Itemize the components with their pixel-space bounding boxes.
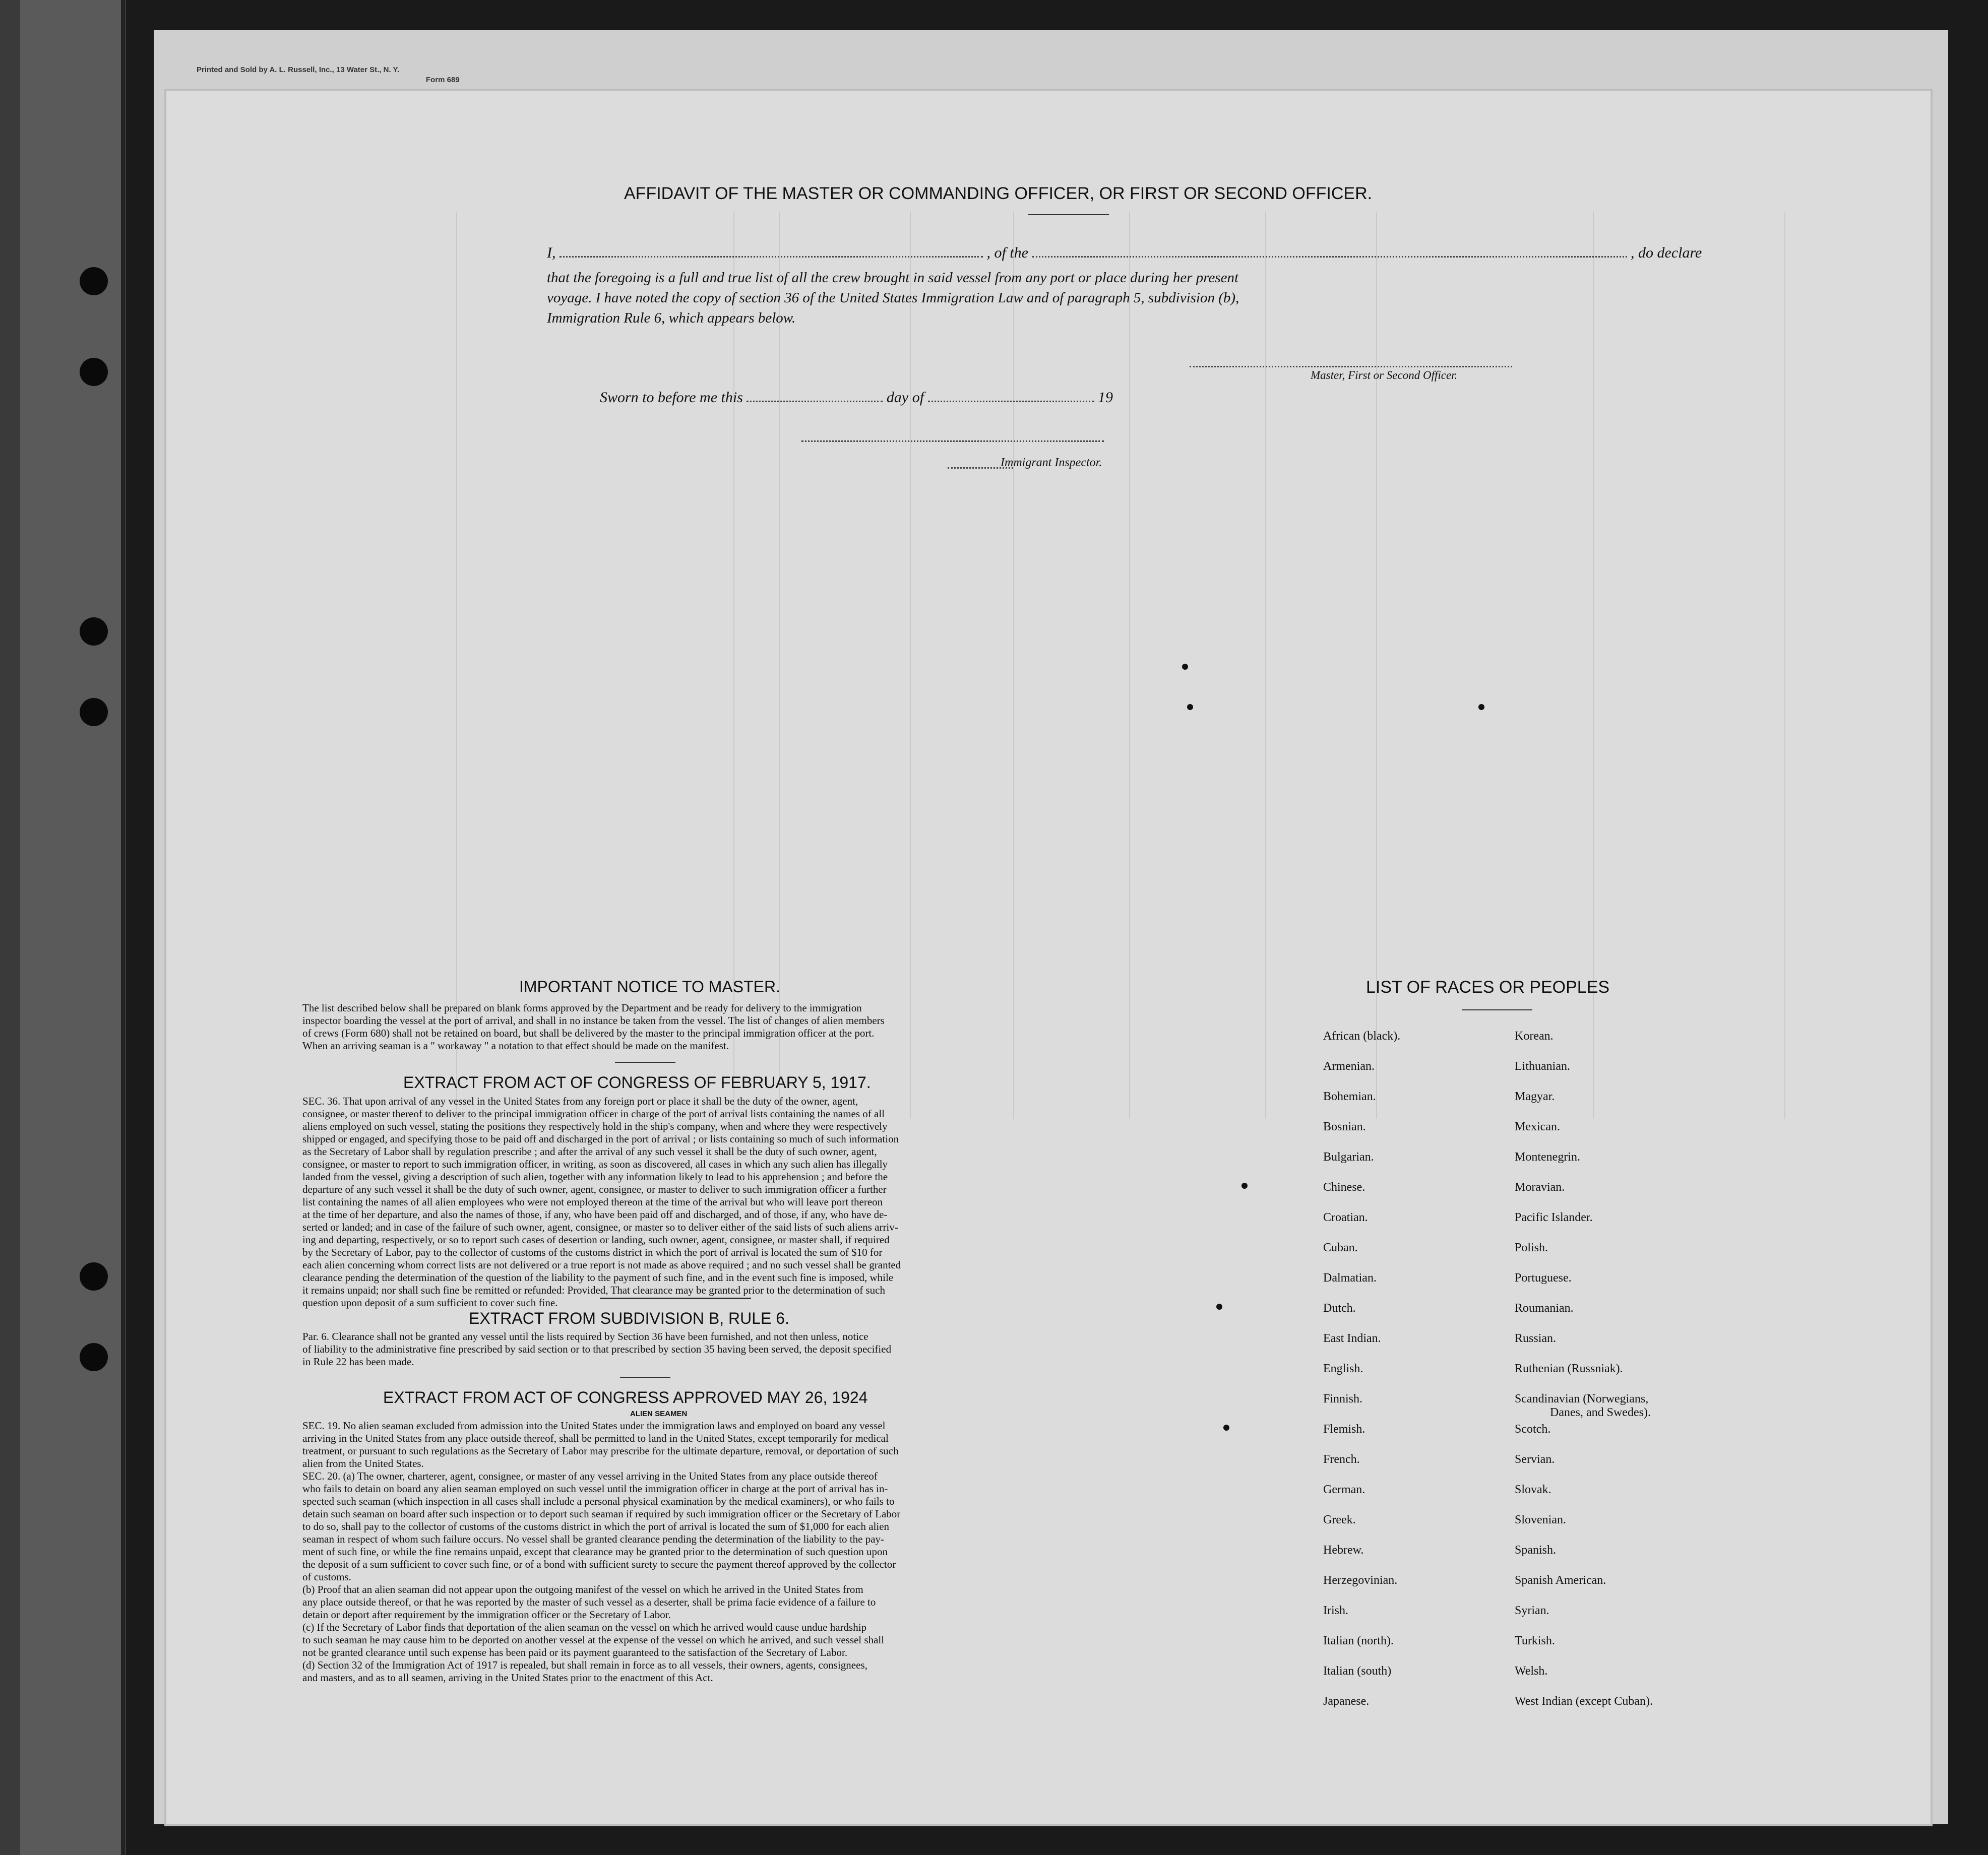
bleed-through-rule [1784,212,1785,1119]
race-item: Japanese. [1323,1695,1370,1708]
text-line: detain such seaman on board after such inspection or to deport such seaman if required by such immigration officer or the Secretary of Labor [302,1508,901,1520]
race-item: Moravian. [1515,1181,1565,1194]
text-line: of liability to the administrative fine prescribed by said section or to that prescribed by section 35 having been served, the deposit specified [302,1343,892,1355]
inspector-caption: Immigrant Inspector. [1001,456,1102,469]
text-line: aliens employed on such vessel, stating the positions they respectively hold in the ship's company, when and where they were respectively [302,1120,888,1132]
text-line: alien from the United States. [302,1457,424,1469]
race-item: Mexican. [1515,1120,1560,1133]
text-line: to such seaman he may cause him to be deported on another vessel at the expense of the vessel on which he arrived, and such vessel shall [302,1634,885,1646]
text-line: clearance pending the determination of the question of the liability to the payment of such fine, and in the event such fine is imposed, while [302,1271,894,1284]
text-line: The list described below shall be prepared on blank forms approved by the Department and be ready for delivery to the immigration [302,1002,862,1014]
race-item: Roumanian. [1515,1302,1574,1315]
race-item: Finnish. [1323,1392,1363,1405]
race-item-continuation: Danes, and Swedes). [1550,1406,1651,1419]
race-item: West Indian (except Cuban). [1515,1695,1653,1708]
text-line: SEC. 36. That upon arrival of any vessel in the United States from any foreign port or place it shall be the duty of the owner, agent, [302,1095,858,1107]
heading-rule [1028,214,1109,215]
extract-rule6-heading: EXTRACT FROM SUBDIVISION B, RULE 6. [469,1309,789,1327]
text-line: Par. 6. Clearance shall not be granted any vessel until the lists required by Section 36 have been furnished, and not then unless, notice [302,1330,868,1342]
race-item: Scandinavian (Norwegians, [1515,1392,1649,1405]
race-item: Hebrew. [1323,1544,1364,1557]
i-label: I, [547,244,556,261]
race-item: French. [1323,1453,1360,1466]
race-item: Polish. [1515,1241,1548,1254]
extract-1917-text [302,1095,1059,1309]
text-line: of customs. [302,1571,351,1583]
ink-speck [1187,704,1193,710]
extract-1924-subheading: ALIEN SEAMEN [630,1410,688,1418]
declare-label: , do declare [1631,244,1702,261]
text-line: treatment, or pursuant to such regulations as the Secretary of Labor may prescribe for the ultimate departure, removal, or deportation of such [302,1445,899,1457]
race-item: East Indian. [1323,1332,1381,1345]
notice-heading: IMPORTANT NOTICE TO MASTER. [519,978,780,996]
vessel-blank[interactable] [1032,255,1627,258]
affidavit-body-1: that the foregoing is a full and true list of all the crew brought in said vessel from any port or place during her present [547,270,1239,286]
sworn-label: Sworn to before me this [600,389,743,406]
name-blank[interactable] [560,255,983,258]
race-item: Turkish. [1515,1634,1555,1647]
text-line: it remains unpaid; nor shall such fine be remitted or refunded: Provided, That clearance may be granted prior to the determination of such [302,1284,885,1296]
race-item: Russian. [1515,1332,1557,1345]
text-line: as the Secretary of Labor shall by regulation prescribe ; and after the arrival of any such vessel it shall be the duty of such owner, agent, [302,1145,877,1158]
text-line: (d) Section 32 of the Immigration Act of 1917 is repealed, but shall remain in force as to all vessels, their owners, agents, consignees, [302,1659,867,1671]
inspector-signature-top-blank[interactable] [801,440,1104,442]
race-item: Bosnian. [1323,1120,1366,1133]
section-rule [620,1377,670,1378]
form-number: Form 689 [426,76,460,84]
race-item: Montenegrin. [1515,1150,1580,1164]
race-item: Irish. [1323,1604,1348,1617]
ink-speck [1478,704,1484,710]
year-prefix: 19 [1098,389,1113,406]
text-line: spected such seaman (which inspection in all cases shall include a personal physical examination by the medical examiners), or who fails to [302,1495,895,1507]
race-item: Scotch. [1515,1423,1551,1436]
race-item: Slovenian. [1515,1513,1566,1526]
bleed-through-rule [1013,212,1014,1119]
bleed-through-rule [910,212,911,1119]
ink-speck [1223,1425,1229,1431]
text-line: (c) If the Secretary of Labor finds that deportation of the alien seaman on the vessel on which he arrived would cause undue hardship [302,1621,867,1633]
text-line: the deposit of a sum sufficient to cover such fine, or of a bond with sufficient surety to secure the payment thereof approved by the collector [302,1558,896,1570]
text-line: serted or landed; and in case of the failure of such owner, agent, consignee, or master so to deliver either of the said lists of such aliens arriv- [302,1221,898,1233]
race-item: African (black). [1323,1030,1401,1043]
race-item: Dutch. [1323,1302,1356,1315]
text-line: list containing the names of all alien employees who were not employed thereon at the time of the arrival but who will leave port thereon [302,1196,883,1208]
master-signature-blank[interactable] [1190,365,1512,367]
race-item: Portuguese. [1515,1271,1572,1285]
binder-hole [80,267,108,295]
text-line: ment of such fine, or while the fine remains unpaid, except that clearance may be granted prior to the determination of such question upon [302,1546,888,1558]
text-line: arriving in the United States from any place outside thereof, shall be permitted to land in the United States, except temporarily for medical [302,1432,889,1444]
text-line: SEC. 19. No alien seaman excluded from admission into the United States under the immigration laws and employed on board any vessel [302,1420,886,1432]
text-line: question upon deposit of a sum sufficient to cover such fine. [302,1297,558,1309]
text-line: departure of any such vessel it shall be the duty of such owner, agent, consignee, or master to deliver to such immigration officer a further [302,1183,887,1195]
text-line: landed from the vessel, giving a description of such alien, together with any information likely to lead to his apprehension ; and before the [302,1171,888,1183]
section-rule [615,1062,675,1063]
text-line: shipped or engaged, and specifying those to be paid off and discharged in the port of arrival ; or lists containing so much of such information [302,1133,899,1145]
race-item: Servian. [1515,1453,1555,1466]
race-item: Syrian. [1515,1604,1549,1617]
binder-hole [80,1262,108,1291]
race-item: Greek. [1323,1513,1356,1526]
race-item: Spanish. [1515,1544,1557,1557]
affidavit-body-3: Immigration Rule 6, which appears below. [547,310,796,326]
of-the-label: , of the [986,244,1028,261]
race-item: Slovak. [1515,1483,1551,1496]
race-item: Pacific Islander. [1515,1211,1593,1224]
bleed-through-rule [1265,212,1266,1119]
text-line: and masters, and as to all seamen, arriving in the United States prior to the enactment of this Act. [302,1672,713,1684]
ink-speck [1216,1304,1222,1310]
binder-hole [80,617,108,646]
race-item: Bohemian. [1323,1090,1376,1103]
text-line: SEC. 20. (a) The owner, charterer, agent, consignee, or master of any vessel arriving in the United States from any place outside thereof [302,1470,878,1482]
bleed-through-rule [1129,212,1130,1119]
text-line: detain or deport after requirement by the immigration officer or the Secretary of Labor. [302,1609,671,1621]
affidavit-body-2: voyage. I have noted the copy of section 36 of the United States Immigration Law and of paragraph 5, subdivision (b), [547,290,1239,306]
text-line: in Rule 22 has been made. [302,1356,414,1368]
affidavit-heading: AFFIDAVIT OF THE MASTER OR COMMANDING OFFICER, OR FIRST OR SECOND OFFICER. [624,184,1373,203]
extract-1924-heading: EXTRACT FROM ACT OF CONGRESS APPROVED MAY 26, 1924 [383,1388,868,1406]
race-item: English. [1323,1362,1363,1375]
text-line: inspector boarding the vessel at the port of arrival, and shall in no instance be taken from the vessel. The list of changes of alien members [302,1014,885,1027]
printer-line: Printed and Sold by A. L. Russell, Inc., 13 Water St., N. Y. [197,66,400,74]
extract-rule6-text [302,1330,1059,1368]
race-item: Magyar. [1515,1090,1555,1103]
races-heading: LIST OF RACES OR PEOPLES [1366,978,1610,997]
race-item: German. [1323,1483,1365,1496]
sworn-month-blank[interactable] [928,400,1094,402]
section-rule [1462,1009,1532,1010]
affidavit-i-line [547,244,1702,262]
bleed-through-rule [456,212,457,1119]
text-line: at the time of her departure, and also the names of those, if any, who have been paid off and discharged, and of those, if any, who have de- [302,1208,888,1221]
race-item: Italian (north). [1323,1634,1394,1647]
notice-text [302,1002,1059,1052]
binder-hole [80,698,108,726]
day-of-label: day of [886,389,924,406]
race-item: Cuban. [1323,1241,1358,1254]
race-item: Flemish. [1323,1423,1365,1436]
race-item: Armenian. [1323,1060,1375,1073]
binding-edge [0,0,126,1855]
race-item: Bulgarian. [1323,1150,1374,1164]
race-item: Croatian. [1323,1211,1368,1224]
race-item: Spanish American. [1515,1574,1606,1587]
ink-speck [1182,664,1188,670]
text-line: of crews (Form 680) shall not be retained on board, but shall be delivered by the master to the principal immigration officer at the port. [302,1027,875,1039]
ink-speck [1241,1183,1248,1189]
extract-1924-text [302,1420,1059,1684]
race-item: Ruthenian (Russniak). [1515,1362,1623,1375]
section-rule [600,1298,751,1299]
race-item: Welsh. [1515,1665,1548,1678]
text-line: consignee, or master to report to such immigration officer, in writing, as soon as discovered, all cases in which any such alien has illegally [302,1158,888,1170]
sworn-day-blank[interactable] [747,400,883,402]
race-item: Herzegovinian. [1323,1574,1398,1587]
punched-binding-strip [20,0,125,1855]
text-line: When an arriving seaman is a " workaway " a notation to that effect should be made on the manifest. [302,1040,729,1052]
race-item: Italian (south) [1323,1665,1392,1678]
binder-hole [80,358,108,386]
text-line: by the Secretary of Labor, pay to the collector of customs of the customs district in which the port of arrival is located the sum of $10 for [302,1246,883,1258]
text-line: seaman in respect of whom such failure occurs. No vessel shall be granted clearance pending the determination of the liability to the pay- [302,1533,885,1545]
text-line: to do so, shall pay to the collector of customs of the customs district in which the port of arrival is located the sum of $1,000 for each alien [302,1520,890,1532]
form-page [166,91,1931,1824]
text-line: who fails to detain on board any alien seaman employed on such vessel until the immigration officer in charge at the port of arrival has in- [302,1483,888,1495]
text-line: ing and departing, respectively, or so to report such cases of desertion or landing, such owner, agent, consignee, or master shall, if required [302,1234,890,1246]
text-line: (b) Proof that an alien seaman did not appear upon the outgoing manifest of the vessel on which he arrived in the United States from [302,1583,863,1595]
text-line: any place outside thereof, or that he was reported by the master of such vessel as a deserter, shall be prima facie evidence of a failure to [302,1596,876,1608]
race-item: Korean. [1515,1030,1554,1043]
text-line: not be granted clearance until such expense has been paid or its payment guaranteed to the satisfaction of the Secretary of Labor. [302,1646,848,1658]
race-item: Dalmatian. [1323,1271,1377,1285]
text-line: each alien concerning whom correct lists are not delivered or a true report is not made as above required ; and no such vessel shall be granted [302,1259,901,1271]
extract-1917-heading: EXTRACT FROM ACT OF CONGRESS OF FEBRUARY 5, 1917. [403,1073,871,1092]
text-line: consignee, or master thereof to deliver to the principal immigration officer in charge of the port of arrival lists containing the names of all [302,1108,885,1120]
race-item: Lithuanian. [1515,1060,1570,1073]
binder-hole [80,1343,108,1371]
sworn-line [600,389,1113,406]
master-caption: Master, First or Second Officer. [1311,369,1458,381]
race-item: Chinese. [1323,1181,1365,1194]
